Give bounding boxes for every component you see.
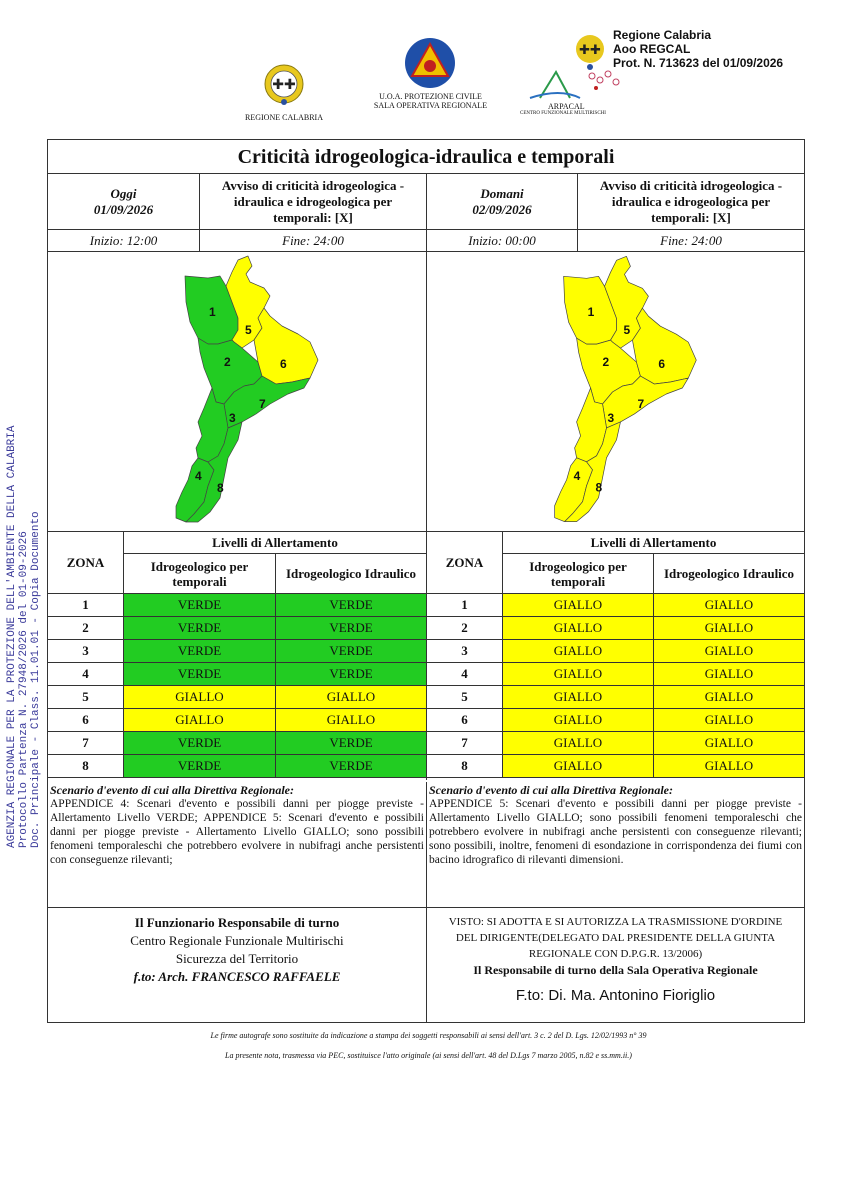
zone-number: 5 <box>427 686 503 709</box>
logo-caption: U.O.A. PROTEZIONE CIVILE <box>379 92 482 101</box>
bulletin-frame <box>47 139 805 1023</box>
zone-number: 4 <box>48 663 124 686</box>
stamp-line: Doc. Principale - Class. 11.01.01 - Copia Documento <box>30 511 42 848</box>
zone-number: 4 <box>427 663 503 686</box>
svg-text:2: 2 <box>224 355 231 369</box>
livelli-header: Livelli di Allertamento <box>503 532 804 554</box>
svg-text:1: 1 <box>209 305 216 319</box>
level-idraulico: VERDE <box>276 732 426 755</box>
side-protocol-stamp <box>6 348 42 848</box>
level-temporali: GIALLO <box>503 594 654 617</box>
scenario-heading: Scenario d'evento di cui alla Direttiva Regionale: <box>50 783 294 797</box>
level-idraulico: VERDE <box>276 594 426 617</box>
tomorrow-alert-table <box>427 532 804 780</box>
table-row <box>48 663 426 686</box>
level-idraulico: VERDE <box>276 755 426 778</box>
protocol-line: Prot. N. 713623 del 01/09/2026 <box>613 56 784 70</box>
svg-text:3: 3 <box>229 411 236 425</box>
table-row <box>427 732 804 755</box>
table-row <box>48 617 426 640</box>
today-zone-6 <box>254 308 318 384</box>
zone-number: 6 <box>48 709 124 732</box>
today-scenario <box>48 782 427 908</box>
scenario-text: APPENDICE 5: Scenari d'evento e possibili danni per piogge previste - Allertamento Livello GIALLO; sono possibili fenomeni temporaleschi che potrebbero evolvere in nubifragi anche persistenti con conseguenze rilevanti; sono possibili, inoltre, fenomeni di esondazione in corrispondenza dei fiumi con bacino idrografico di rilevanti dimensioni. <box>429 798 802 866</box>
level-temporali: VERDE <box>124 732 276 755</box>
svg-text:2: 2 <box>602 355 610 370</box>
tomorrow-fine: Fine: 24:00 <box>578 230 804 252</box>
today-avviso: Avviso di criticità idrogeologica - idraulica e idrogeologica per temporali: [X] <box>200 174 427 230</box>
level-temporali: VERDE <box>124 663 276 686</box>
stamp-line: Protocollo Partenza N. 27948/2026 del 01-09-2026 <box>18 531 30 848</box>
footer-note-2: La presente nota, trasmessa via PEC, sostituisce l'atto originale (ai sensi dell'art. 48 del D.Lgs 7 marzo 2005, n.82 e ss.mm.ii.) <box>225 1051 632 1060</box>
svg-text:1: 1 <box>587 305 595 320</box>
svg-text:✚✚: ✚✚ <box>272 77 296 93</box>
today-date-cell <box>48 174 200 230</box>
signature-right <box>427 908 804 1022</box>
today-label: Oggi <box>110 185 137 201</box>
level-idraulico: GIALLO <box>654 640 804 663</box>
level-temporali: GIALLO <box>124 686 276 709</box>
table-row <box>48 755 426 778</box>
table-row <box>427 709 804 732</box>
zone-number: 7 <box>427 732 503 755</box>
tomorrow-inizio: Inizio: 00:00 <box>427 230 578 252</box>
zona-header: ZONA <box>427 532 503 594</box>
svg-text:7: 7 <box>259 397 266 411</box>
today-alert-table <box>48 532 427 780</box>
bulletin-title: Criticità idrogeologica-idraulica e temporali <box>48 140 804 174</box>
table-row <box>427 640 804 663</box>
sig-name: f.to: Arch. FRANCESCO RAFFAELE <box>133 969 341 984</box>
level-idraulico: VERDE <box>276 617 426 640</box>
zone-number: 7 <box>48 732 124 755</box>
tomorrow-label: Domani <box>480 185 524 201</box>
regione-small-logo <box>572 31 608 71</box>
table-row <box>427 755 804 778</box>
level-temporali: GIALLO <box>503 709 654 732</box>
tomorrow-zone-6 <box>632 308 696 384</box>
sig-role: Il Responsabile di turno della Sala Operativa Regionale <box>473 963 758 977</box>
level-idraulico: VERDE <box>276 663 426 686</box>
level-temporali: VERDE <box>124 755 276 778</box>
scenario-heading: Scenario d'evento di cui alla Direttiva Regionale: <box>429 783 673 797</box>
level-temporali: GIALLO <box>503 640 654 663</box>
zone-number: 8 <box>427 755 503 778</box>
today-map <box>48 252 427 532</box>
zone-number: 2 <box>48 617 124 640</box>
tomorrow-scenario <box>427 782 804 908</box>
level-temporali: GIALLO <box>503 732 654 755</box>
sig-visto: REGIONALE CON D.P.G.R. 13/2006) <box>528 948 703 960</box>
svg-text:7: 7 <box>637 396 645 411</box>
zone-number: 1 <box>48 594 124 617</box>
level-temporali: GIALLO <box>503 617 654 640</box>
svg-text:8: 8 <box>217 481 224 495</box>
table-row <box>48 686 426 709</box>
zone-number: 2 <box>427 617 503 640</box>
stamp-line: AGENZIA REGIONALE PER LA PROTEZIONE DELL'AMBIENTE DELLA CALABRIA <box>6 425 18 848</box>
table-row <box>427 617 804 640</box>
footer-note-1: Le firme autografe sono sostituite da indicazione a stampa dei soggetti responsabili ai sensi dell'art. 3 c. 2 del D. Lgs. 12/02/1993 n° 39 <box>210 1031 647 1040</box>
protocol-line: Aoo REGCAL <box>613 42 691 56</box>
level-idraulico: GIALLO <box>654 617 804 640</box>
col-temporali-header: Idrogeologico per temporali <box>503 554 654 594</box>
zone-number: 3 <box>48 640 124 663</box>
logo-caption: SALA OPERATIVA REGIONALE <box>373 101 488 110</box>
logo-caption: CENTRO FUNZIONALE MULTIRISCHI <box>520 111 606 116</box>
table-row <box>427 686 804 709</box>
col-temporali-header: Idrogeologico per temporali <box>124 554 276 594</box>
svg-text:5: 5 <box>245 323 252 337</box>
protocol-stamp <box>613 28 783 70</box>
today-inizio: Inizio: 12:00 <box>48 230 200 252</box>
level-temporali: VERDE <box>124 617 276 640</box>
level-temporali: VERDE <box>124 640 276 663</box>
col-idraulico-header: Idrogeologico Idraulico <box>276 554 426 594</box>
svg-text:4: 4 <box>573 468 581 483</box>
svg-text:6: 6 <box>280 357 287 371</box>
sig-dept: Sicurezza del Territorio <box>175 951 299 966</box>
sig-name: F.to: Di. Ma. Antonino Fioriglio <box>515 987 716 1004</box>
table-row <box>48 640 426 663</box>
table-row <box>427 663 804 686</box>
arpacal-logo <box>520 68 640 118</box>
sig-role: Il Funzionario Responsabile di turno <box>134 915 340 930</box>
level-temporali: GIALLO <box>124 709 276 732</box>
level-idraulico: GIALLO <box>276 686 426 709</box>
level-idraulico: GIALLO <box>654 732 804 755</box>
level-idraulico: GIALLO <box>654 709 804 732</box>
protezione-civile-logo <box>368 36 493 116</box>
tomorrow-map <box>427 252 804 532</box>
svg-text:4: 4 <box>195 469 202 483</box>
zone-number: 5 <box>48 686 124 709</box>
logo-caption: REGIONE CALABRIA <box>245 113 323 122</box>
sig-dept: Centro Regionale Funzionale Multirischi <box>130 933 344 948</box>
signature-left <box>48 908 427 1022</box>
level-temporali: VERDE <box>124 594 276 617</box>
zone-number: 8 <box>48 755 124 778</box>
level-temporali: GIALLO <box>503 755 654 778</box>
level-idraulico: GIALLO <box>654 663 804 686</box>
svg-text:5: 5 <box>623 323 631 338</box>
svg-text:✚✚: ✚✚ <box>579 43 601 58</box>
table-row <box>48 709 426 732</box>
level-idraulico: VERDE <box>276 640 426 663</box>
regione-calabria-logo <box>244 60 324 120</box>
zone-number: 3 <box>427 640 503 663</box>
svg-text:3: 3 <box>607 410 615 425</box>
zona-header: ZONA <box>48 532 124 594</box>
scenario-text: APPENDICE 4: Scenari d'evento e possibili danni per piogge previste - Allertamento Livello VERDE; APPENDICE 5: Scenari d'evento e possibili danni per piogge previste - Allertamento Livello GIALLO; sono possibili fenomeni temporaleschi che potrebbero evolvere in nubifragi anche persistenti con conseguenze rilevanti; <box>50 798 424 866</box>
protocol-line: Regione Calabria <box>613 28 712 42</box>
sig-visto: VISTO: SI ADOTTA E SI AUTORIZZA LA TRASMISSIONE D'ORDINE <box>448 916 783 928</box>
zone-number: 1 <box>427 594 503 617</box>
zone-number: 6 <box>427 709 503 732</box>
level-temporali: GIALLO <box>503 686 654 709</box>
logo-caption: ARPACAL <box>548 102 585 111</box>
tomorrow-date: 02/09/2026 <box>472 201 532 217</box>
level-idraulico: GIALLO <box>654 755 804 778</box>
svg-text:6: 6 <box>658 357 666 372</box>
svg-text:8: 8 <box>595 480 603 495</box>
level-idraulico: GIALLO <box>654 594 804 617</box>
table-row <box>427 594 804 617</box>
tomorrow-date-cell <box>427 174 578 230</box>
table-row <box>48 732 426 755</box>
today-fine: Fine: 24:00 <box>200 230 427 252</box>
level-temporali: GIALLO <box>503 663 654 686</box>
sig-visto: DEL DIRIGENTE(DELEGATO DAL PRESIDENTE DELLA GIUNTA <box>455 932 776 944</box>
table-row <box>48 594 426 617</box>
today-date: 01/09/2026 <box>93 201 154 217</box>
col-idraulico-header: Idrogeologico Idraulico <box>654 554 804 594</box>
level-idraulico: GIALLO <box>276 709 426 732</box>
livelli-header: Livelli di Allertamento <box>124 532 426 554</box>
level-idraulico: GIALLO <box>654 686 804 709</box>
tomorrow-avviso: Avviso di criticità idrogeologica - idraulica e idrogeologica per temporali: [X] <box>578 174 804 230</box>
